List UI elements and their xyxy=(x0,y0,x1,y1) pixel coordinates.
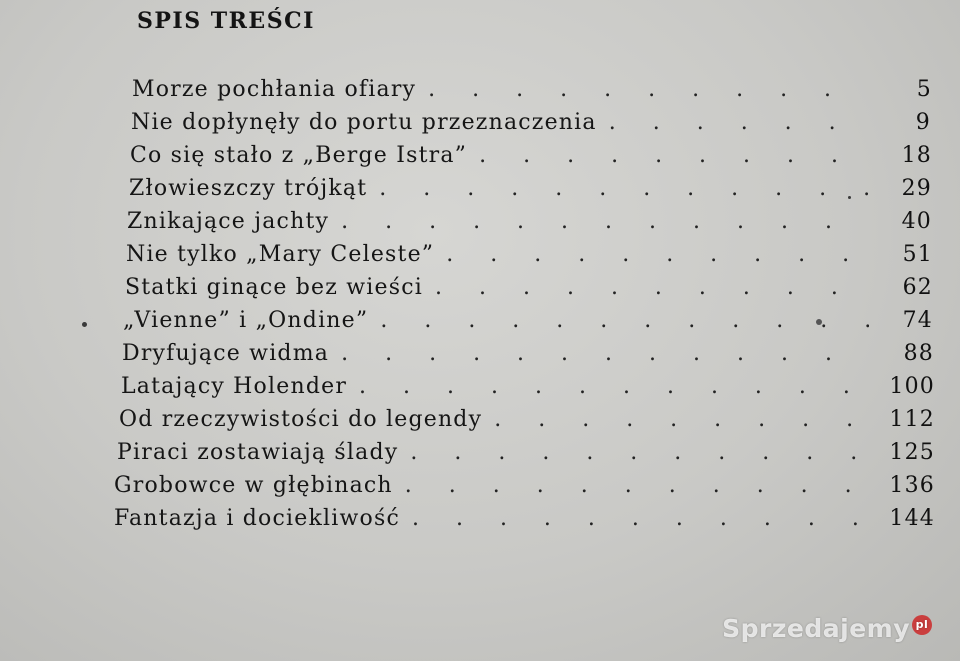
print-speck xyxy=(82,322,87,327)
print-speck xyxy=(816,319,822,325)
toc-entry-page: 18 xyxy=(901,143,932,168)
toc-entry-page: 144 xyxy=(889,506,935,531)
toc-entry-title: Grobowce w głębinach xyxy=(114,473,393,498)
watermark-badge: pl xyxy=(912,615,932,635)
toc-leader-dots xyxy=(359,374,871,399)
toc-entry-title: „Vienne” i „Ondine” xyxy=(123,308,369,333)
toc-entry-title: Co się stało z „Berge Istra” xyxy=(130,143,468,168)
toc-entry-page: 125 xyxy=(889,440,935,465)
watermark xyxy=(722,614,932,643)
toc-leader-dots xyxy=(435,275,869,300)
toc-leader-dots xyxy=(410,440,871,465)
toc-entry xyxy=(132,77,932,107)
print-speck xyxy=(848,196,851,199)
toc-leader-dots xyxy=(341,341,870,366)
toc-entry xyxy=(121,374,935,404)
toc-entry-page: 51 xyxy=(902,242,933,267)
toc-entry xyxy=(131,110,931,140)
toc-entry-title: Fantazja i dociekliwość xyxy=(114,506,400,531)
toc-leader-dots xyxy=(341,209,868,234)
toc-leader-dots xyxy=(479,143,868,168)
toc-entry xyxy=(125,275,933,305)
toc-entry-title: Nie tylko „Mary Celeste” xyxy=(126,242,435,267)
toc-entry xyxy=(114,506,935,536)
toc-entry-page: 62 xyxy=(902,275,933,300)
toc-entry-title: Piraci zostawiają ślady xyxy=(117,440,399,465)
toc-heading: SPIS TREŚCI xyxy=(137,8,315,34)
toc-entry-page: 40 xyxy=(901,209,932,234)
toc-entry xyxy=(130,143,932,173)
toc-entry-page: 5 xyxy=(916,77,932,102)
toc-entry-page: 100 xyxy=(889,374,935,399)
toc-leader-dots xyxy=(428,77,868,102)
toc-entry-page: 29 xyxy=(901,176,932,201)
toc-leader-dots xyxy=(494,407,871,432)
toc-entry xyxy=(117,440,935,470)
toc-entry-title: Znikające jachty xyxy=(127,209,330,234)
toc-leader-dots xyxy=(446,242,869,267)
toc-entry xyxy=(129,176,932,206)
toc-entry-page: 9 xyxy=(915,110,931,135)
toc-entry-page: 112 xyxy=(889,407,935,432)
toc-entry-title: Latający Holender xyxy=(121,374,348,399)
toc-entry xyxy=(126,242,933,272)
toc-entry-title: Morze pochłania ofiary xyxy=(132,77,417,102)
toc-entry xyxy=(114,473,935,503)
toc-entry xyxy=(127,209,932,239)
toc-entry xyxy=(123,308,933,338)
toc-entry xyxy=(119,407,935,437)
toc-entry-title: Nie dopłynęły do portu przeznaczenia xyxy=(131,110,597,135)
toc-entry-title: Złowieszczy trójkąt xyxy=(129,176,368,201)
toc-entry-page: 74 xyxy=(902,308,933,333)
toc-leader-dots xyxy=(412,506,871,531)
toc-entry-title: Statki ginące bez wieści xyxy=(125,275,423,300)
toc-entry-page: 136 xyxy=(889,473,935,498)
toc-entry-title: Od rzeczywistości do legendy xyxy=(119,407,483,432)
toc-leader-dots xyxy=(609,110,867,135)
toc-entry xyxy=(122,341,934,371)
toc-leader-dots xyxy=(405,473,871,498)
toc-entry-title: Dryfujące widma xyxy=(122,341,330,366)
toc-leader-dots xyxy=(379,176,868,201)
toc-entry-page: 88 xyxy=(903,341,934,366)
toc-leader-dots xyxy=(380,308,869,333)
watermark-brand: Sprzedajemy xyxy=(722,614,910,643)
